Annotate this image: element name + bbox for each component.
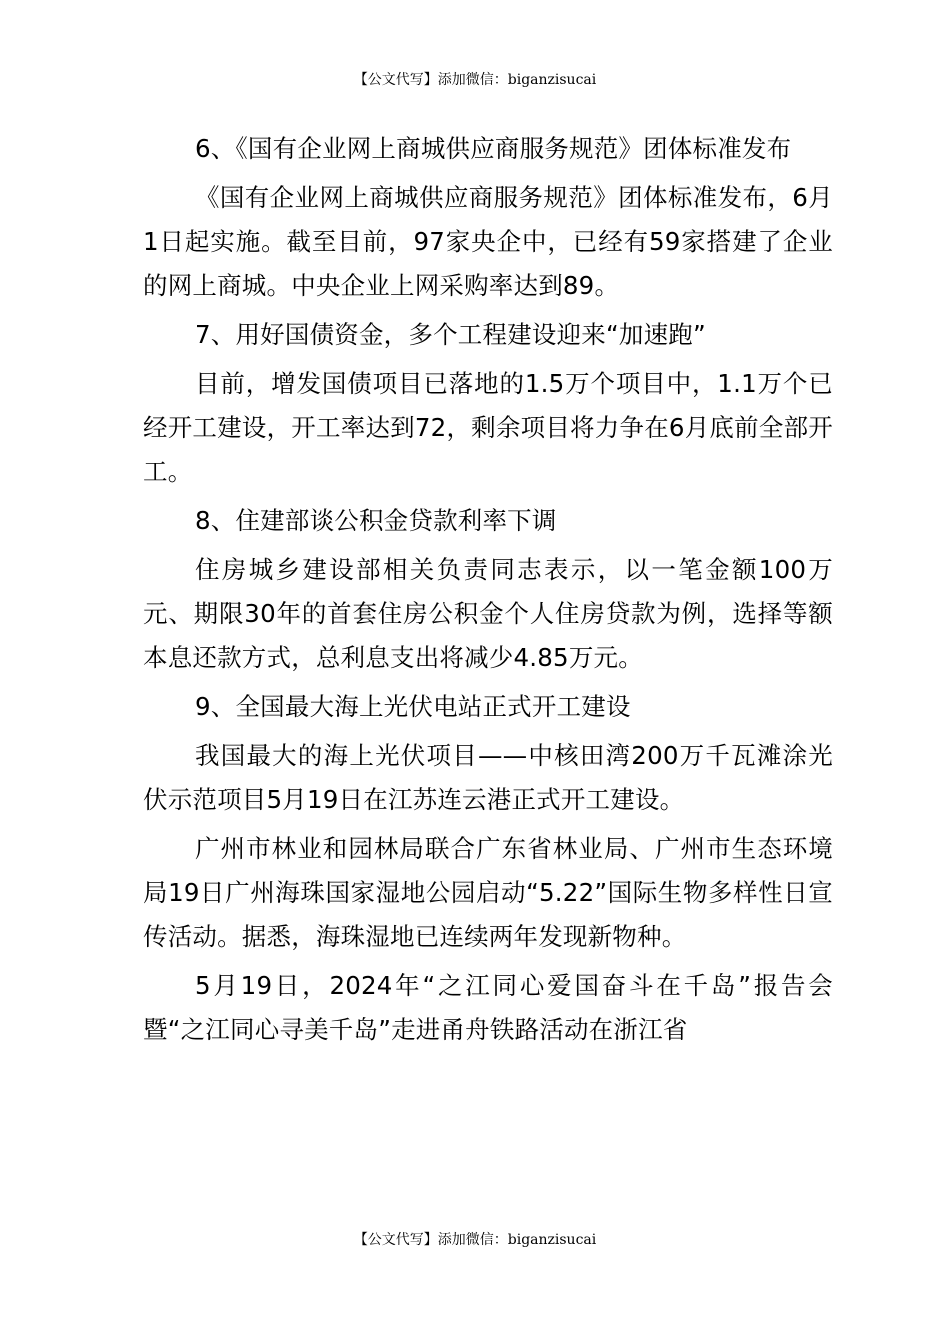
paragraph-item-9: 我国最大的海上光伏项目——中核田湾200万千瓦滩涂光伏示范项目5月19日在江苏连云港正式开工建设。: [143, 741, 833, 814]
heading-item-6: 6、《国有企业网上商城供应商服务规范》团体标准发布: [195, 134, 792, 163]
heading-item-8: 8、住建部谈公积金贷款利率下调: [195, 506, 557, 535]
heading-item-9: 9、全国最大海上光伏电站正式开工建设: [195, 692, 631, 721]
page-footer: 【公文代写】添加微信：biganzisucai: [353, 1232, 597, 1248]
paragraph-item-8: 住房城乡建设部相关负责同志表示，以一笔金额100万元、期限30年的首套住房公积金个人住房贷款为例，选择等额本息还款方式，总利息支出将减少4.85万元。: [143, 555, 833, 672]
paragraph-item-6: 《国有企业网上商城供应商服务规范》团体标准发布，6月1日起实施。截至目前，97家央企中，已经有59家搭建了企业的网上商城。中央企业上网采购率达到89。: [143, 183, 833, 300]
paragraph-item-7: 目前，增发国债项目已落地的1.5万个项目中，1.1万个已经开工建设，开工率达到72，剩余项目将力争在6月底前全部开工。: [143, 369, 833, 486]
paragraph-zhijiang-event: 5月19日，2024年“之江同心爱国奋斗在千岛”报告会暨“之江同心寻美千岛”走进甬舟铁路活动在浙江省: [143, 971, 833, 1044]
page-header: 【公文代写】添加微信：biganzisucai: [353, 72, 597, 88]
paragraph-guangzhou-wetland: 广州市林业和园林局联合广东省林业局、广州市生态环境局19日广州海珠国家湿地公园启动“5.22”国际生物多样性日宣传活动。据悉，海珠湿地已连续两年发现新物种。: [143, 834, 833, 951]
document-body: [143, 127, 833, 1057]
heading-item-7: 7、用好国债资金，多个工程建设迎来“加速跑”: [195, 320, 706, 349]
